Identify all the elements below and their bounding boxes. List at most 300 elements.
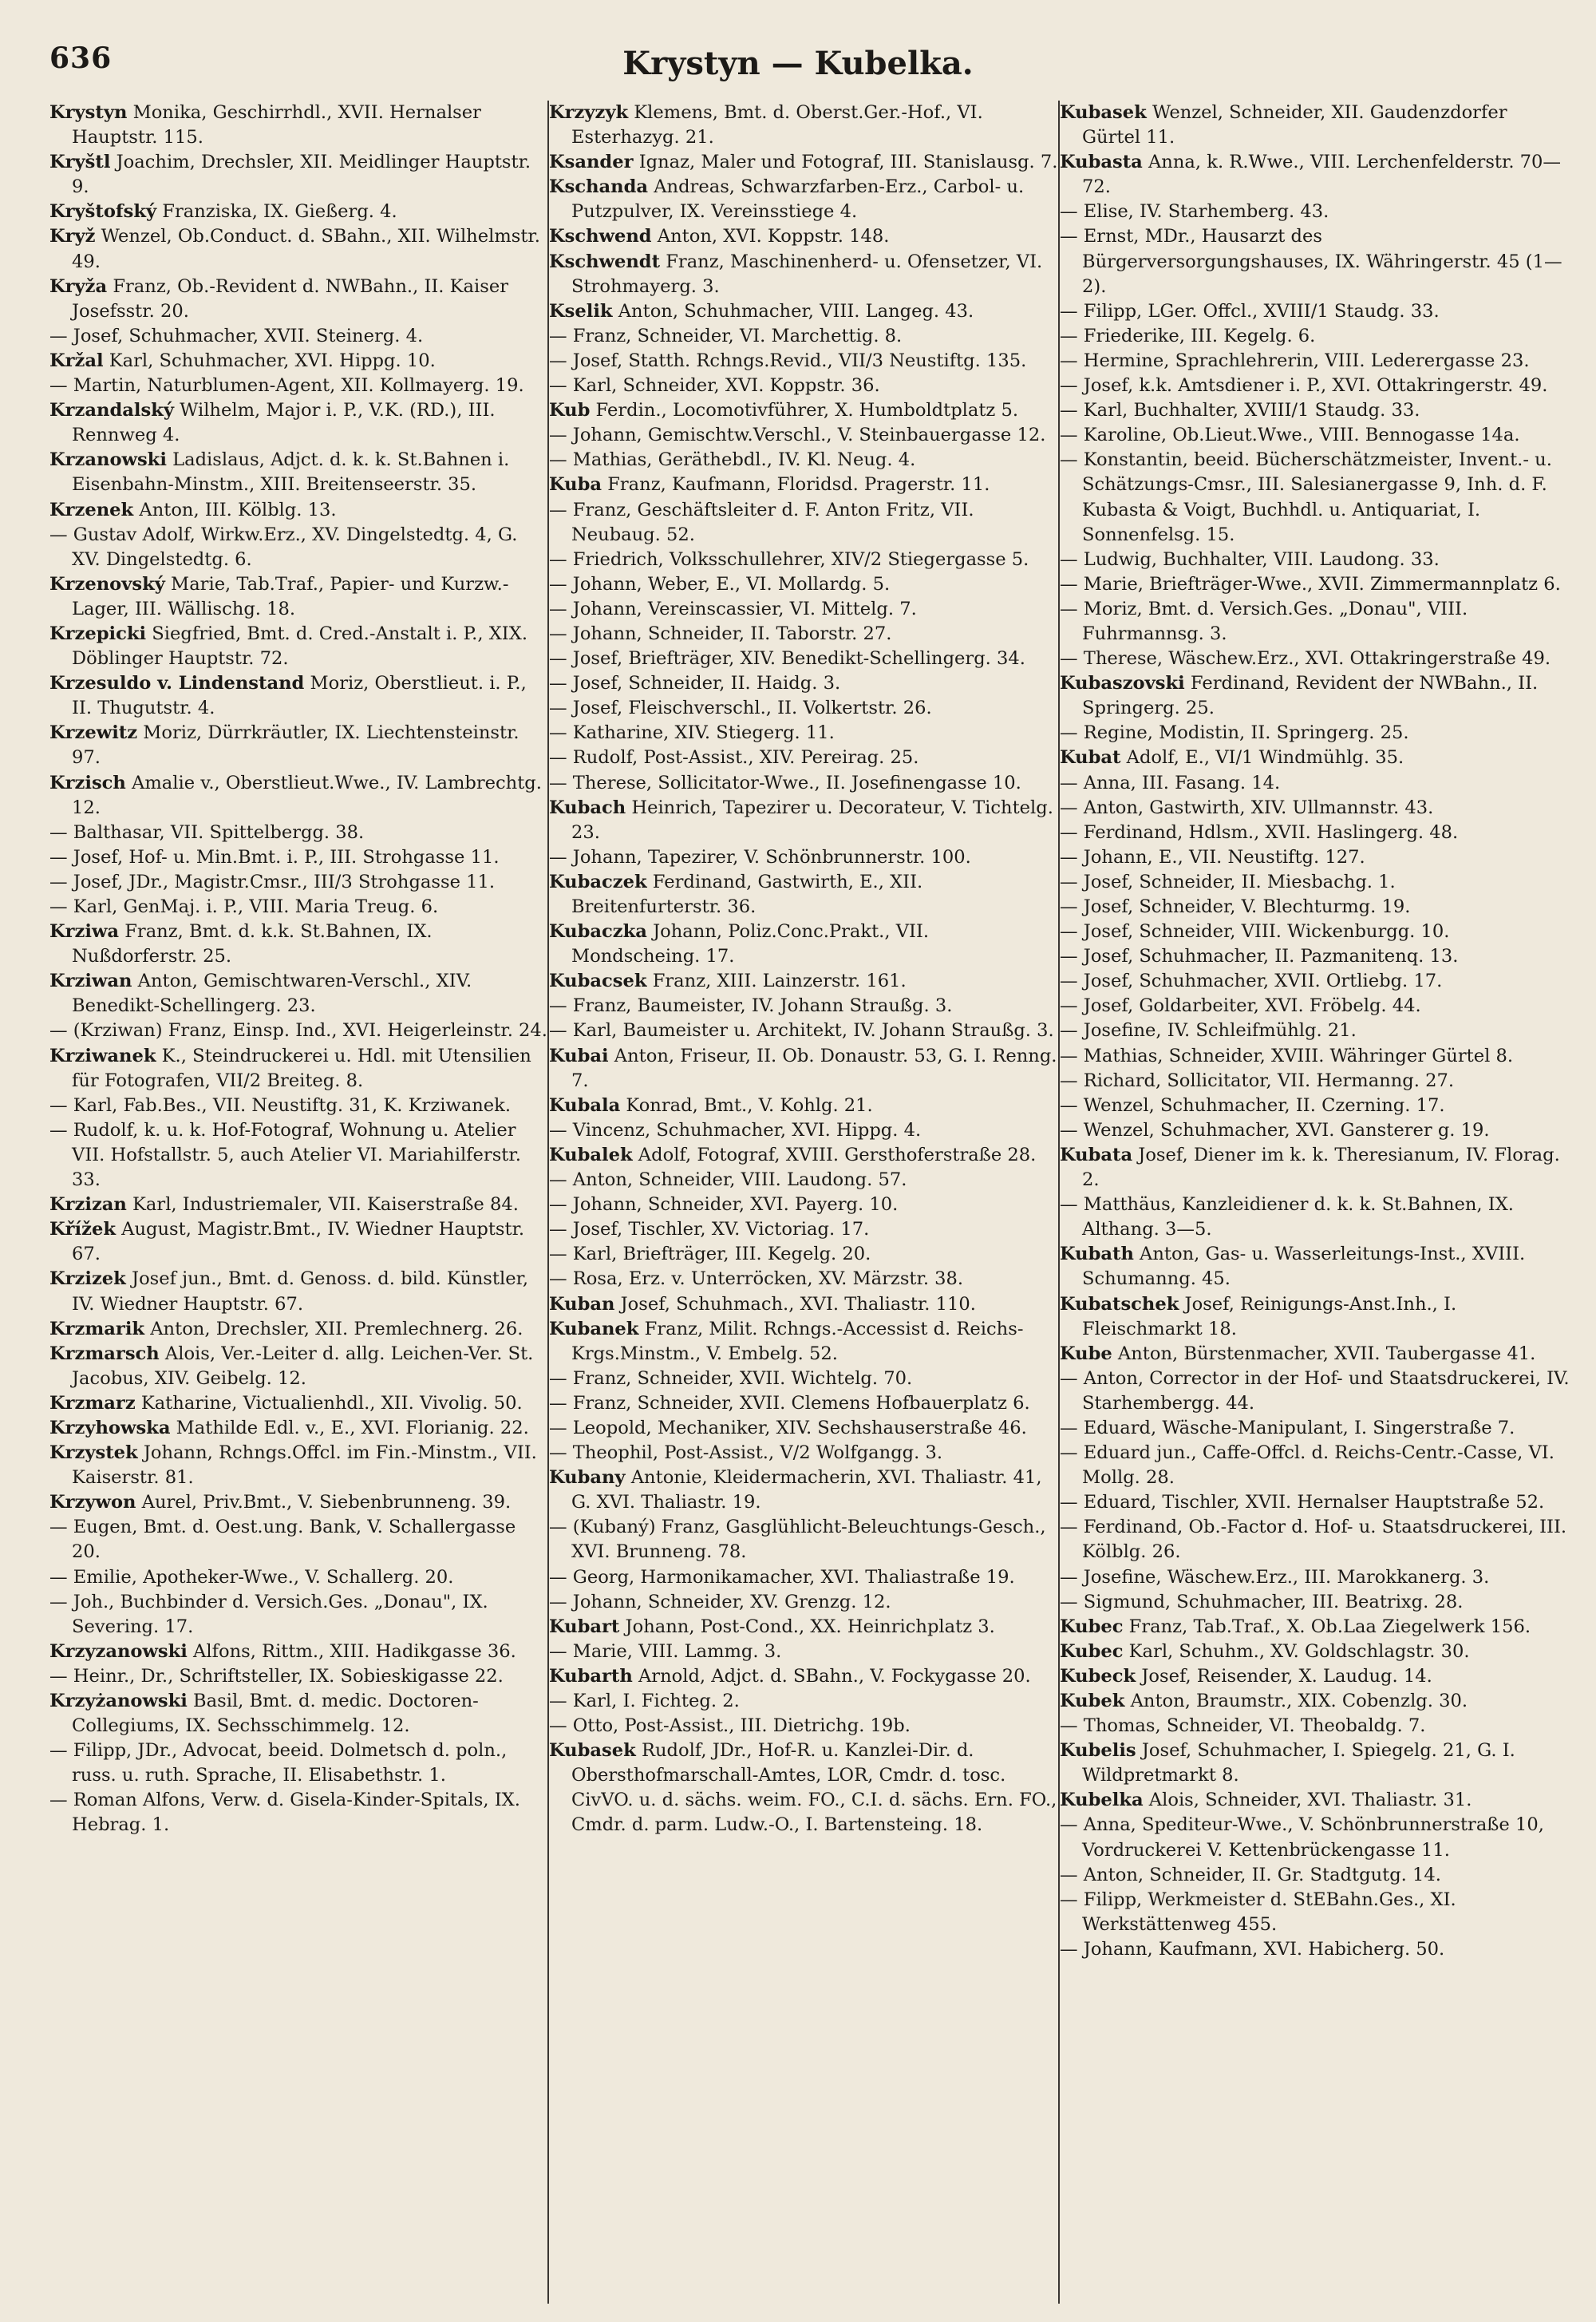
directory-entry bbox=[1060, 1565, 1570, 1590]
directory-entry bbox=[1060, 895, 1570, 920]
entry-details: — Anton, Gastwirth, XIV. Ullmannstr. 43. bbox=[1060, 797, 1434, 818]
entry-details: Monika, Geschirrhdl., XVII. Hernalser Hauptstr. 115. bbox=[72, 102, 481, 148]
entry-details: — Vincenz, Schuhmacher, XVI. Hippg. 4. bbox=[549, 1119, 922, 1141]
directory-entry bbox=[49, 1044, 549, 1094]
entry-details: — Filipp, Werkmeister d. StEBahn.Ges., XI. Werkstättenweg 455. bbox=[1060, 1889, 1456, 1935]
directory-entry bbox=[1060, 746, 1570, 770]
entry-details: — Ferdinand, Ob.-Factor d. Hof- u. Staatsdruckerei, III. Kölblg. 26. bbox=[1060, 1517, 1567, 1563]
directory-entry bbox=[1060, 398, 1570, 423]
entry-details: — Franz, Schneider, XVII. Clemens Hofbauerplatz 6. bbox=[549, 1392, 1030, 1414]
entry-details: Josef, Diener im k. k. Theresianum, IV. Florag. 2. bbox=[1082, 1144, 1560, 1191]
directory-entry bbox=[49, 1640, 549, 1664]
entry-details: — Mathias, Schneider, XVIII. Währinger Gürtel 8. bbox=[1060, 1045, 1514, 1066]
directory-entry bbox=[1060, 1640, 1570, 1664]
entry-surname: Kubelka bbox=[1060, 1790, 1144, 1811]
entry-details: — Balthasar, VII. Spittelbergg. 38. bbox=[49, 821, 365, 843]
entry-details: Wilhelm, Major i. P., V.K. (RD.), III. Rennweg 4. bbox=[72, 400, 496, 446]
directory-entry bbox=[49, 324, 549, 349]
entry-surname: Kuban bbox=[549, 1293, 615, 1315]
entry-surname: Krziwa bbox=[49, 921, 120, 943]
directory-entry bbox=[549, 1019, 1060, 1043]
directory-entry bbox=[549, 597, 1060, 622]
entry-details: Anton, III. Kölblg. 13. bbox=[133, 499, 337, 520]
entry-details: Mathilde Edl. v., E., XVI. Florianig. 22. bbox=[170, 1417, 529, 1438]
directory-entry bbox=[1060, 1292, 1570, 1342]
directory-entry bbox=[1060, 1788, 1570, 1813]
entry-surname: Kubarth bbox=[549, 1665, 633, 1687]
entry-details: Moriz, Dürrkräutler, IX. Liechtensteinstr. 97. bbox=[72, 722, 519, 769]
directory-entry bbox=[49, 1689, 549, 1739]
directory-entry bbox=[549, 1714, 1060, 1739]
directory-entry bbox=[549, 1193, 1060, 1217]
directory-entry bbox=[549, 721, 1060, 746]
entry-details: — Eduard jun., Caffe-Offcl. d. Reichs-Centr.-Casse, VI. Mollg. 28. bbox=[1060, 1442, 1555, 1489]
directory-entry bbox=[549, 1416, 1060, 1441]
entry-surname: Krzandalský bbox=[49, 400, 174, 421]
entry-surname: Krzizan bbox=[49, 1194, 127, 1216]
entry-details: Anton, Schuhmacher, VIII. Langeg. 43. bbox=[612, 300, 974, 322]
directory-entry bbox=[1060, 796, 1570, 821]
entry-details: — Konstantin, beeid. Bücherschätzmeister, Invent.- u. Schätzungs-Cmsr., III. Salesianergasse 9, Inh. d. F. Kubasta & Voigt, Buchhdl. u. Antiquariat, I. Sonnenfelsg. 15. bbox=[1060, 449, 1552, 545]
entry-surname: Krystyn bbox=[49, 102, 128, 123]
entry-details: Alfons, Rittm., XIII. Hadikgasse 36. bbox=[187, 1640, 516, 1662]
entry-details: Johann, Rchngs.Offcl. im Fin.-Minstm., VII. Kaiserstr. 81. bbox=[72, 1442, 537, 1489]
directory-entry bbox=[1060, 1342, 1570, 1367]
directory-entry bbox=[1060, 721, 1570, 746]
entry-details: — Joh., Buchbinder d. Versich.Ges. „Donau", IX. Severing. 17. bbox=[49, 1591, 488, 1637]
column-2 bbox=[549, 101, 1060, 2304]
entry-details: — Josef, Schneider, VIII. Wickenburgg. 10. bbox=[1060, 921, 1450, 943]
entry-surname: Kschwend bbox=[549, 226, 652, 247]
entry-surname: Kubath bbox=[1060, 1244, 1134, 1265]
entry-details: — Josef, k.k. Amtsdiener i. P., XVI. Ottakringerstr. 49. bbox=[1060, 375, 1548, 397]
directory-entry bbox=[1060, 969, 1570, 994]
directory-entry bbox=[49, 870, 549, 895]
directory-entry bbox=[549, 448, 1060, 473]
entry-details: Anton, Drechsler, XII. Premlechnerg. 26. bbox=[144, 1318, 523, 1339]
directory-entry bbox=[49, 671, 549, 721]
entry-details: — Josef, Hof- u. Min.Bmt. i. P., III. Strohgasse 11. bbox=[49, 846, 500, 868]
directory-entry bbox=[1060, 1888, 1570, 1937]
entry-details: — Richard, Sollicitator, VII. Hermanng. 27. bbox=[1060, 1070, 1455, 1091]
entry-details: — Leopold, Mechaniker, XIV. Sechshauserstraße 46. bbox=[549, 1417, 1027, 1438]
entry-surname: Ksander bbox=[549, 152, 634, 173]
directory-entry bbox=[49, 349, 549, 374]
entry-details: — Josef, Statth. Rchngs.Revid., VII/3 Neustiftg. 135. bbox=[549, 350, 1027, 371]
directory-entry bbox=[1060, 1069, 1570, 1094]
entry-surname: Kubalek bbox=[549, 1144, 633, 1165]
directory-entry bbox=[549, 870, 1060, 920]
directory-entry bbox=[1060, 374, 1570, 398]
entry-details: — Ferdinand, Hdlsm., XVII. Haslingerg. 48. bbox=[1060, 821, 1459, 843]
entry-details: — Moriz, Bmt. d. Versich.Ges. „Donau", VIII. Fuhrmannsg. 3. bbox=[1060, 598, 1468, 644]
entry-surname: Krzyzyk bbox=[549, 102, 629, 123]
entry-details: Josef, Schuhmach., XVI. Thaliastr. 110. bbox=[614, 1293, 976, 1315]
entry-details: — Josefine, IV. Schleifmühlg. 21. bbox=[1060, 1020, 1357, 1042]
directory-entry bbox=[549, 1615, 1060, 1640]
directory-entry bbox=[1060, 1714, 1570, 1739]
entry-surname: Kubec bbox=[1060, 1616, 1124, 1637]
directory-entry bbox=[1060, 771, 1570, 796]
entry-details: — Filipp, JDr., Advocat, beeid. Dolmetsch d. poln., russ. u. ruth. Sprache, II. Elisabethstr. 1. bbox=[49, 1740, 508, 1786]
directory-entry bbox=[1060, 1863, 1570, 1888]
directory-entry bbox=[549, 1242, 1060, 1267]
directory-entry bbox=[1060, 1590, 1570, 1615]
entry-surname: Kubatschek bbox=[1060, 1293, 1179, 1315]
entry-details: — Josefine, Wäschew.Erz., III. Marokkanerg. 3. bbox=[1060, 1566, 1490, 1588]
directory-entry bbox=[549, 1367, 1060, 1391]
directory-entry bbox=[549, 224, 1060, 249]
entry-surname: Kubasek bbox=[549, 1740, 636, 1762]
directory-entry bbox=[549, 299, 1060, 324]
entry-details: — Anton, Schneider, VIII. Laudong. 57. bbox=[549, 1169, 907, 1191]
entry-details: — Friedrich, Volksschullehrer, XIV/2 Stiegergasse 5. bbox=[549, 548, 1029, 570]
entry-details: — Josef, Fleischverschl., II. Volkertstr. 26. bbox=[549, 698, 932, 719]
entry-details: Johann, Poliz.Conc.Prakt., VII. Mondscheing. 17. bbox=[571, 921, 930, 967]
entry-details: Karl, Schuhm., XV. Goldschlagstr. 30. bbox=[1123, 1640, 1470, 1662]
directory-entry bbox=[549, 1292, 1060, 1317]
directory-entry bbox=[549, 1391, 1060, 1416]
entry-surname: Kubec bbox=[1060, 1640, 1124, 1662]
entry-details: Anna, k. R.Wwe., VIII. Lerchenfelderstr. 70—72. bbox=[1082, 152, 1562, 198]
entry-details: Karl, Industriemaler, VII. Kaiserstraße 84. bbox=[126, 1194, 519, 1216]
directory-entry bbox=[49, 1391, 549, 1416]
directory-entry bbox=[549, 1118, 1060, 1143]
directory-entry bbox=[1060, 324, 1570, 349]
directory-entry bbox=[549, 498, 1060, 548]
entry-details: — Johann, Schneider, II. Taborstr. 27. bbox=[549, 623, 892, 644]
entry-surname: Kube bbox=[1060, 1343, 1112, 1364]
directory-entry bbox=[1060, 870, 1570, 895]
directory-entry bbox=[49, 1739, 549, 1788]
directory-entry bbox=[549, 1689, 1060, 1714]
entry-details: — Ernst, MDr., Hausarzt des Bürgerversorgungshauses, IX. Währingerstr. 45 (1—2). bbox=[1060, 226, 1562, 297]
entry-details: Franz, Bmt. d. k.k. St.Bahnen, IX. Nußdorferstr. 25. bbox=[72, 921, 433, 967]
directory-entry bbox=[49, 1317, 549, 1342]
entry-details: — Franz, Schneider, VI. Marchettig. 8. bbox=[549, 325, 903, 346]
entry-details: — Josef, Tischler, XV. Victoriag. 17. bbox=[549, 1219, 870, 1240]
directory-entry bbox=[49, 398, 549, 448]
entry-surname: Krzywon bbox=[49, 1492, 136, 1513]
entry-details: — Johann, Kaufmann, XVI. Habicherg. 50. bbox=[1060, 1938, 1445, 1960]
entry-details: Johann, Post-Cond., XX. Heinrichplatz 3. bbox=[619, 1616, 995, 1637]
entry-details: Basil, Bmt. d. medic. Doctoren-Collegiums, IX. Sechsschimmelg. 12. bbox=[72, 1691, 479, 1737]
directory-entry bbox=[1060, 224, 1570, 299]
directory-entry bbox=[49, 224, 549, 274]
directory-entry bbox=[549, 969, 1060, 994]
directory-entry bbox=[1060, 448, 1570, 547]
entry-details: — Anton, Corrector in der Hof- und Staatsdruckerei, IV. Starhembergg. 44. bbox=[1060, 1367, 1570, 1414]
entry-details: — Marie, Briefträger-Wwe., XVII. Zimmermannplatz 6. bbox=[1060, 573, 1561, 595]
entry-details: — Josef, Schneider, II. Haidg. 3. bbox=[549, 673, 841, 694]
directory-entry bbox=[49, 498, 549, 523]
entry-details: Franz, Tab.Traf., X. Ob.Laa Ziegelwerk 156. bbox=[1123, 1616, 1531, 1637]
entry-details: Anton, XVI. Koppstr. 148. bbox=[651, 226, 890, 247]
entry-details: — Eugen, Bmt. d. Oest.ung. Bank, V. Schallergasse 20. bbox=[49, 1517, 516, 1563]
directory-entry bbox=[549, 647, 1060, 671]
entry-details: Franz, Ob.-Revident d. NWBahn., II. Kaiser Josefsstr. 20. bbox=[72, 275, 509, 322]
entry-details: — Josef, Briefträger, XIV. Benedikt-Schellingerg. 34. bbox=[549, 648, 1025, 670]
directory-entry bbox=[1060, 150, 1570, 200]
directory-entry bbox=[49, 1118, 549, 1193]
entry-details: Franz, Milit. Rchngs.-Accessist d. Reichs-Krgs.Minstm., V. Embelg. 52. bbox=[571, 1318, 1024, 1364]
entry-details: Josef, Schuhmacher, I. Spiegelg. 21, G. I. Wildpretmarkt 8. bbox=[1082, 1740, 1515, 1786]
entry-surname: Krzenek bbox=[49, 499, 134, 520]
entry-details: — Marie, VIII. Lammg. 3. bbox=[549, 1640, 782, 1662]
directory-entry bbox=[549, 1143, 1060, 1168]
entry-details: Anton, Bürstenmacher, XVII. Taubergasse 41. bbox=[1112, 1343, 1536, 1364]
directory-entry bbox=[49, 101, 549, 150]
directory-entry bbox=[549, 1640, 1060, 1664]
entry-surname: Kubany bbox=[549, 1467, 626, 1489]
directory-entry bbox=[1060, 1094, 1570, 1118]
directory-entry bbox=[1060, 349, 1570, 374]
directory-entry bbox=[49, 1267, 549, 1316]
entry-details: — Heinr., Dr., Schriftsteller, IX. Sobieskigasse 22. bbox=[49, 1665, 504, 1687]
entry-details: — Gustav Adolf, Wirkw.Erz., XV. Dingelstedtg. 4, G. XV. Dingelstedtg. 6. bbox=[49, 524, 518, 570]
entry-details: — Johann, Vereinscassier, VI. Mittelg. 7. bbox=[549, 598, 917, 619]
directory-entry bbox=[549, 175, 1060, 224]
entry-details: Anton, Braumstr., XIX. Cobenzlg. 30. bbox=[1124, 1691, 1468, 1711]
directory-entry bbox=[1060, 1118, 1570, 1143]
directory-entry bbox=[549, 771, 1060, 796]
entry-details: Marie, Tab.Traf., Papier- und Kurzw.-Lager, III. Wällischg. 18. bbox=[72, 573, 509, 619]
entry-details: — Josef, Schneider, II. Miesbachg. 1. bbox=[1060, 871, 1396, 892]
directory-entry bbox=[1060, 1242, 1570, 1292]
entry-details: — Johann, Schneider, XV. Grenzg. 12. bbox=[549, 1591, 891, 1612]
column-1 bbox=[49, 101, 549, 2304]
directory-entry bbox=[1060, 1813, 1570, 1862]
entry-details: — Elise, IV. Starhemberg. 43. bbox=[1060, 201, 1329, 223]
directory-entry bbox=[1060, 671, 1570, 721]
directory-entry bbox=[549, 1044, 1060, 1094]
entry-surname: Krziwanek bbox=[49, 1045, 156, 1066]
directory-entry bbox=[549, 1739, 1060, 1837]
entry-surname: Kuba bbox=[549, 474, 602, 496]
entry-details: — Johann, Weber, E., VI. Mollardg. 5. bbox=[549, 573, 891, 595]
entry-surname: Kub bbox=[549, 400, 591, 421]
entry-details: — Friederike, III. Kegelg. 6. bbox=[1060, 325, 1316, 346]
directory-entry bbox=[49, 200, 549, 224]
entry-details: — Anton, Schneider, II. Gr. Stadtgutg. 14. bbox=[1060, 1864, 1441, 1885]
entry-details: Siegfried, Bmt. d. Cred.-Anstalt i. P., XIX. Döblinger Hauptstr. 72. bbox=[72, 623, 528, 670]
entry-details: Arnold, Adjct. d. SBahn., V. Fockygasse 20. bbox=[632, 1665, 1031, 1687]
entry-surname: Krzanowski bbox=[49, 449, 167, 471]
directory-entry bbox=[549, 1168, 1060, 1193]
entry-surname: Kubaczek bbox=[549, 871, 647, 892]
directory-entry bbox=[1060, 1515, 1570, 1564]
entry-details: — Georg, Harmonikamacher, XVI. Thaliastraße 19. bbox=[549, 1566, 1015, 1588]
directory-entry bbox=[49, 895, 549, 920]
entry-details: Franz, XIII. Lainzerstr. 161. bbox=[646, 971, 907, 992]
page-header bbox=[0, 42, 1596, 105]
directory-entry bbox=[549, 548, 1060, 572]
entry-surname: Kubala bbox=[549, 1094, 621, 1116]
directory-entry bbox=[49, 523, 549, 572]
entry-details: Josef jun., Bmt. d. Genoss. d. bild. Künstler, IV. Wiedner Hauptstr. 67. bbox=[72, 1268, 529, 1315]
entry-details: — Thomas, Schneider, VI. Theobaldg. 7. bbox=[1060, 1715, 1426, 1737]
entry-surname: Krzyzanowski bbox=[49, 1640, 188, 1662]
directory-entry bbox=[49, 1342, 549, 1391]
entry-details: Wenzel, Schneider, XII. Gaudenzdorfer Gürtel 11. bbox=[1082, 102, 1507, 148]
directory-entry bbox=[49, 771, 549, 821]
entry-details: Katharine, Victualienhdl., XII. Vivolig. 50. bbox=[135, 1392, 523, 1414]
entry-details: — Johann, Gemischtw.Verschl., V. Steinbauergasse 12. bbox=[549, 425, 1046, 446]
entry-details: — Wenzel, Schuhmacher, XVI. Gansterer g. 19. bbox=[1060, 1119, 1490, 1141]
directory-entry bbox=[549, 994, 1060, 1019]
entry-details: Ignaz, Maler und Fotograf, III. Stanislausg. 7. bbox=[633, 152, 1058, 173]
entry-details: — Karl, Buchhalter, XVIII/1 Staudg. 33. bbox=[1060, 400, 1420, 421]
entry-surname: Krzmarik bbox=[49, 1318, 145, 1339]
entry-surname: Kubacsek bbox=[549, 971, 647, 992]
entry-details: Anton, Gemischtwaren-Verschl., XIV. Benedikt-Schellingerg. 23. bbox=[72, 971, 472, 1017]
directory-entry bbox=[49, 920, 549, 969]
entry-details: — Hermine, Sprachlehrerin, VIII. Lederergasse 23. bbox=[1060, 350, 1530, 371]
directory-entry bbox=[1060, 1193, 1570, 1242]
entry-details: — Therese, Wäschew.Erz., XVI. Ottakringerstraße 49. bbox=[1060, 648, 1551, 670]
entry-surname: Kryštofský bbox=[49, 201, 157, 223]
entry-details: Amalie v., Oberstlieut.Wwe., IV. Lambrechtg. 12. bbox=[72, 772, 542, 818]
directory-entry bbox=[549, 1664, 1060, 1689]
entry-details: Franziska, IX. Gießerg. 4. bbox=[156, 201, 397, 223]
entry-details: Adolf, Fotograf, XVIII. Gersthoferstraße 28. bbox=[632, 1144, 1037, 1165]
entry-details: Joachim, Drechsler, XII. Meidlinger Hauptstr. 9. bbox=[72, 152, 531, 198]
directory-entry bbox=[1060, 944, 1570, 969]
directory-entry bbox=[1060, 994, 1570, 1019]
directory-entry bbox=[549, 1565, 1060, 1590]
entry-details: Moriz, Oberstlieut. i. P., II. Thugutstr. 4. bbox=[72, 673, 527, 719]
entry-surname: Kschanda bbox=[549, 176, 649, 198]
entry-details: — Anna, Spediteur-Wwe., V. Schönbrunnerstraße 10, Vordruckerei V. Kettenbrückengasse 11. bbox=[1060, 1814, 1544, 1861]
directory-entry bbox=[1060, 548, 1570, 572]
entry-details: — Rudolf, k. u. k. Hof-Fotograf, Wohnung u. Atelier VII. Hofstallstr. 5, auch Atelier VI. Mariahilferstr. 33. bbox=[49, 1119, 521, 1191]
directory-entry bbox=[1060, 1739, 1570, 1788]
entry-details: — (Krziwan) Franz, Einsp. Ind., XVI. Heigerleinstr. 24. bbox=[49, 1020, 547, 1042]
entry-surname: Krzmarsch bbox=[49, 1343, 160, 1364]
entry-details: Josef, Reisender, X. Laudug. 14. bbox=[1136, 1665, 1432, 1687]
directory-entry bbox=[549, 150, 1060, 175]
directory-entry bbox=[49, 1019, 549, 1043]
directory-entry bbox=[1060, 597, 1570, 647]
directory-entry bbox=[1060, 299, 1570, 324]
entry-details: Ferdinand, Gastwirth, E., XII. Breitenfurterstr. 36. bbox=[571, 871, 923, 917]
entry-details: — Karoline, Ob.Lieut.Wwe., VIII. Bennogasse 14a. bbox=[1060, 425, 1520, 446]
entry-details: Karl, Schuhmacher, XVI. Hippg. 10. bbox=[103, 350, 436, 371]
directory-entry bbox=[1060, 1490, 1570, 1515]
entry-details: — Katharine, XIV. Stiegerg. 11. bbox=[549, 722, 835, 744]
directory-entry bbox=[49, 1094, 549, 1118]
entry-details: August, Magistr.Bmt., IV. Wiedner Hauptstr. 67. bbox=[72, 1219, 525, 1265]
directory-entry bbox=[49, 1565, 549, 1590]
entry-details: Ferdinand, Revident der NWBahn., II. Springerg. 25. bbox=[1082, 673, 1539, 719]
directory-entry bbox=[49, 1416, 549, 1441]
directory-entry bbox=[49, 572, 549, 622]
entry-details: Josef, Reinigungs-Anst.Inh., I. Fleischmarkt 18. bbox=[1082, 1293, 1457, 1339]
entry-details: — Johann, Tapezirer, V. Schönbrunnerstr. 100. bbox=[549, 846, 971, 868]
entry-details: Wenzel, Ob.Conduct. d. SBahn., XII. Wilhelmstr. 49. bbox=[72, 226, 540, 272]
entry-details: — Karl, Briefträger, III. Kegelg. 20. bbox=[549, 1244, 871, 1265]
entry-details: Anton, Gas- u. Wasserleitungs-Inst., XVIII. Schumanng. 45. bbox=[1082, 1244, 1526, 1290]
entry-details: — Josef, JDr., Magistr.Cmsr., III/3 Strohgasse 11. bbox=[49, 871, 496, 892]
entry-details: — Roman Alfons, Verw. d. Gisela-Kinder-Spitals, IX. Hebrag. 1. bbox=[49, 1790, 520, 1836]
directory-entry bbox=[1060, 101, 1570, 150]
entry-surname: Kubart bbox=[549, 1616, 620, 1637]
entry-details: — Martin, Naturblumen-Agent, XII. Kollmayerg. 19. bbox=[49, 375, 524, 397]
entry-details: — Eduard, Tischler, XVII. Hernalser Hauptstraße 52. bbox=[1060, 1492, 1545, 1513]
directory-entry bbox=[549, 1441, 1060, 1466]
entry-details: Konrad, Bmt., V. Kohlg. 21. bbox=[620, 1094, 873, 1116]
entry-details: K., Steindruckerei u. Hdl. mit Utensilien für Fotografen, VII/2 Breiteg. 8. bbox=[72, 1045, 531, 1091]
entry-details: Rudolf, JDr., Hof-R. u. Kanzlei-Dir. d. Obersthofmarschall-Amtes, LOR, Cmdr. d. tosc. CivVO. u. d. sächs. weim. FO., C.I. d. sächs. Ern. FO., Cmdr. d. parm. Ludw.-O., I. Bartensteing. 18. bbox=[571, 1740, 1057, 1836]
entry-surname: Kubek bbox=[1060, 1691, 1125, 1711]
directory-entry bbox=[549, 572, 1060, 597]
entry-details: — Josef, Schuhmacher, XVII. Steinerg. 4. bbox=[49, 325, 424, 346]
entry-surname: Krzisch bbox=[49, 772, 126, 793]
directory-entry bbox=[549, 1515, 1060, 1564]
entry-surname: Kubelis bbox=[1060, 1740, 1136, 1762]
entry-details: Ferdin., Locomotivführer, X. Humboldtplatz 5. bbox=[590, 400, 1019, 421]
entry-surname: Krzepicki bbox=[49, 623, 147, 644]
directory-entry bbox=[49, 1664, 549, 1689]
entry-details: — Karl, Schneider, XVI. Koppstr. 36. bbox=[549, 375, 880, 397]
directory-entry bbox=[49, 1217, 549, 1267]
directory-entry bbox=[49, 374, 549, 398]
entry-details: Anton, Friseur, II. Ob. Donaustr. 53, G. I. Renng. 7. bbox=[571, 1045, 1057, 1091]
entry-details: — Karl, I. Fichteg. 2. bbox=[549, 1691, 740, 1711]
entry-surname: Krzmarz bbox=[49, 1392, 136, 1414]
directory-entry bbox=[1060, 200, 1570, 224]
entry-surname: Krzyżanowski bbox=[49, 1691, 188, 1711]
entry-surname: Kubata bbox=[1060, 1144, 1133, 1165]
entry-details: Alois, Ver.-Leiter d. allg. Leichen-Ver. St. Jacobus, XIV. Geibelg. 12. bbox=[72, 1343, 534, 1389]
entry-details: — Sigmund, Schuhmacher, III. Beatrixg. 28. bbox=[1060, 1591, 1464, 1612]
directory-entry bbox=[549, 696, 1060, 721]
directory-entry bbox=[49, 1441, 549, 1490]
directory-entry bbox=[1060, 1441, 1570, 1490]
entry-details: — Josef, Goldarbeiter, XVI. Fröbelg. 44. bbox=[1060, 995, 1421, 1017]
entry-surname: Krzizek bbox=[49, 1268, 126, 1290]
entry-details: Franz, Maschinenherd- u. Ofensetzer, VI. Strohmayerg. 3. bbox=[571, 251, 1043, 297]
directory-entry bbox=[49, 448, 549, 497]
directory-entry bbox=[549, 473, 1060, 497]
entry-details: — Mathias, Geräthebdl., IV. Kl. Neug. 4. bbox=[549, 449, 916, 471]
directory-entry bbox=[1060, 845, 1570, 870]
entry-details: — Josef, Schuhmacher, II. Pazmanitenq. 13. bbox=[1060, 946, 1459, 967]
entry-details: — Franz, Schneider, XVII. Wichtelg. 70. bbox=[549, 1367, 913, 1389]
entry-details: — Karl, Baumeister u. Architekt, IV. Johann Straußg. 3. bbox=[549, 1020, 1054, 1042]
directory-entry bbox=[549, 349, 1060, 374]
directory-entry bbox=[1060, 920, 1570, 944]
directory-entry bbox=[49, 1590, 549, 1640]
entry-surname: Krziwan bbox=[49, 971, 132, 992]
entry-surname: Kubai bbox=[549, 1045, 609, 1066]
directory-entry bbox=[549, 250, 1060, 299]
directory-entry bbox=[549, 845, 1060, 870]
entry-details: Aurel, Priv.Bmt., V. Siebenbrunneng. 39. bbox=[136, 1492, 512, 1513]
directory-entry bbox=[549, 1267, 1060, 1292]
entry-details: — Eduard, Wäsche-Manipulant, I. Singerstraße 7. bbox=[1060, 1417, 1515, 1438]
entry-details: — Theophil, Post-Assist., V/2 Wolfgangg. 3. bbox=[549, 1442, 943, 1464]
directory-entry bbox=[49, 1515, 549, 1564]
directory-entry bbox=[1060, 1615, 1570, 1640]
directory-entry bbox=[549, 398, 1060, 423]
directory-entry bbox=[549, 1217, 1060, 1242]
entry-details: — Josef, Schneider, V. Blechturmg. 19. bbox=[1060, 896, 1411, 917]
directory-entry bbox=[49, 1193, 549, 1217]
entry-surname: Kubat bbox=[1060, 747, 1121, 769]
directory-entry bbox=[549, 622, 1060, 647]
entry-surname: Krzyhowska bbox=[49, 1417, 171, 1438]
